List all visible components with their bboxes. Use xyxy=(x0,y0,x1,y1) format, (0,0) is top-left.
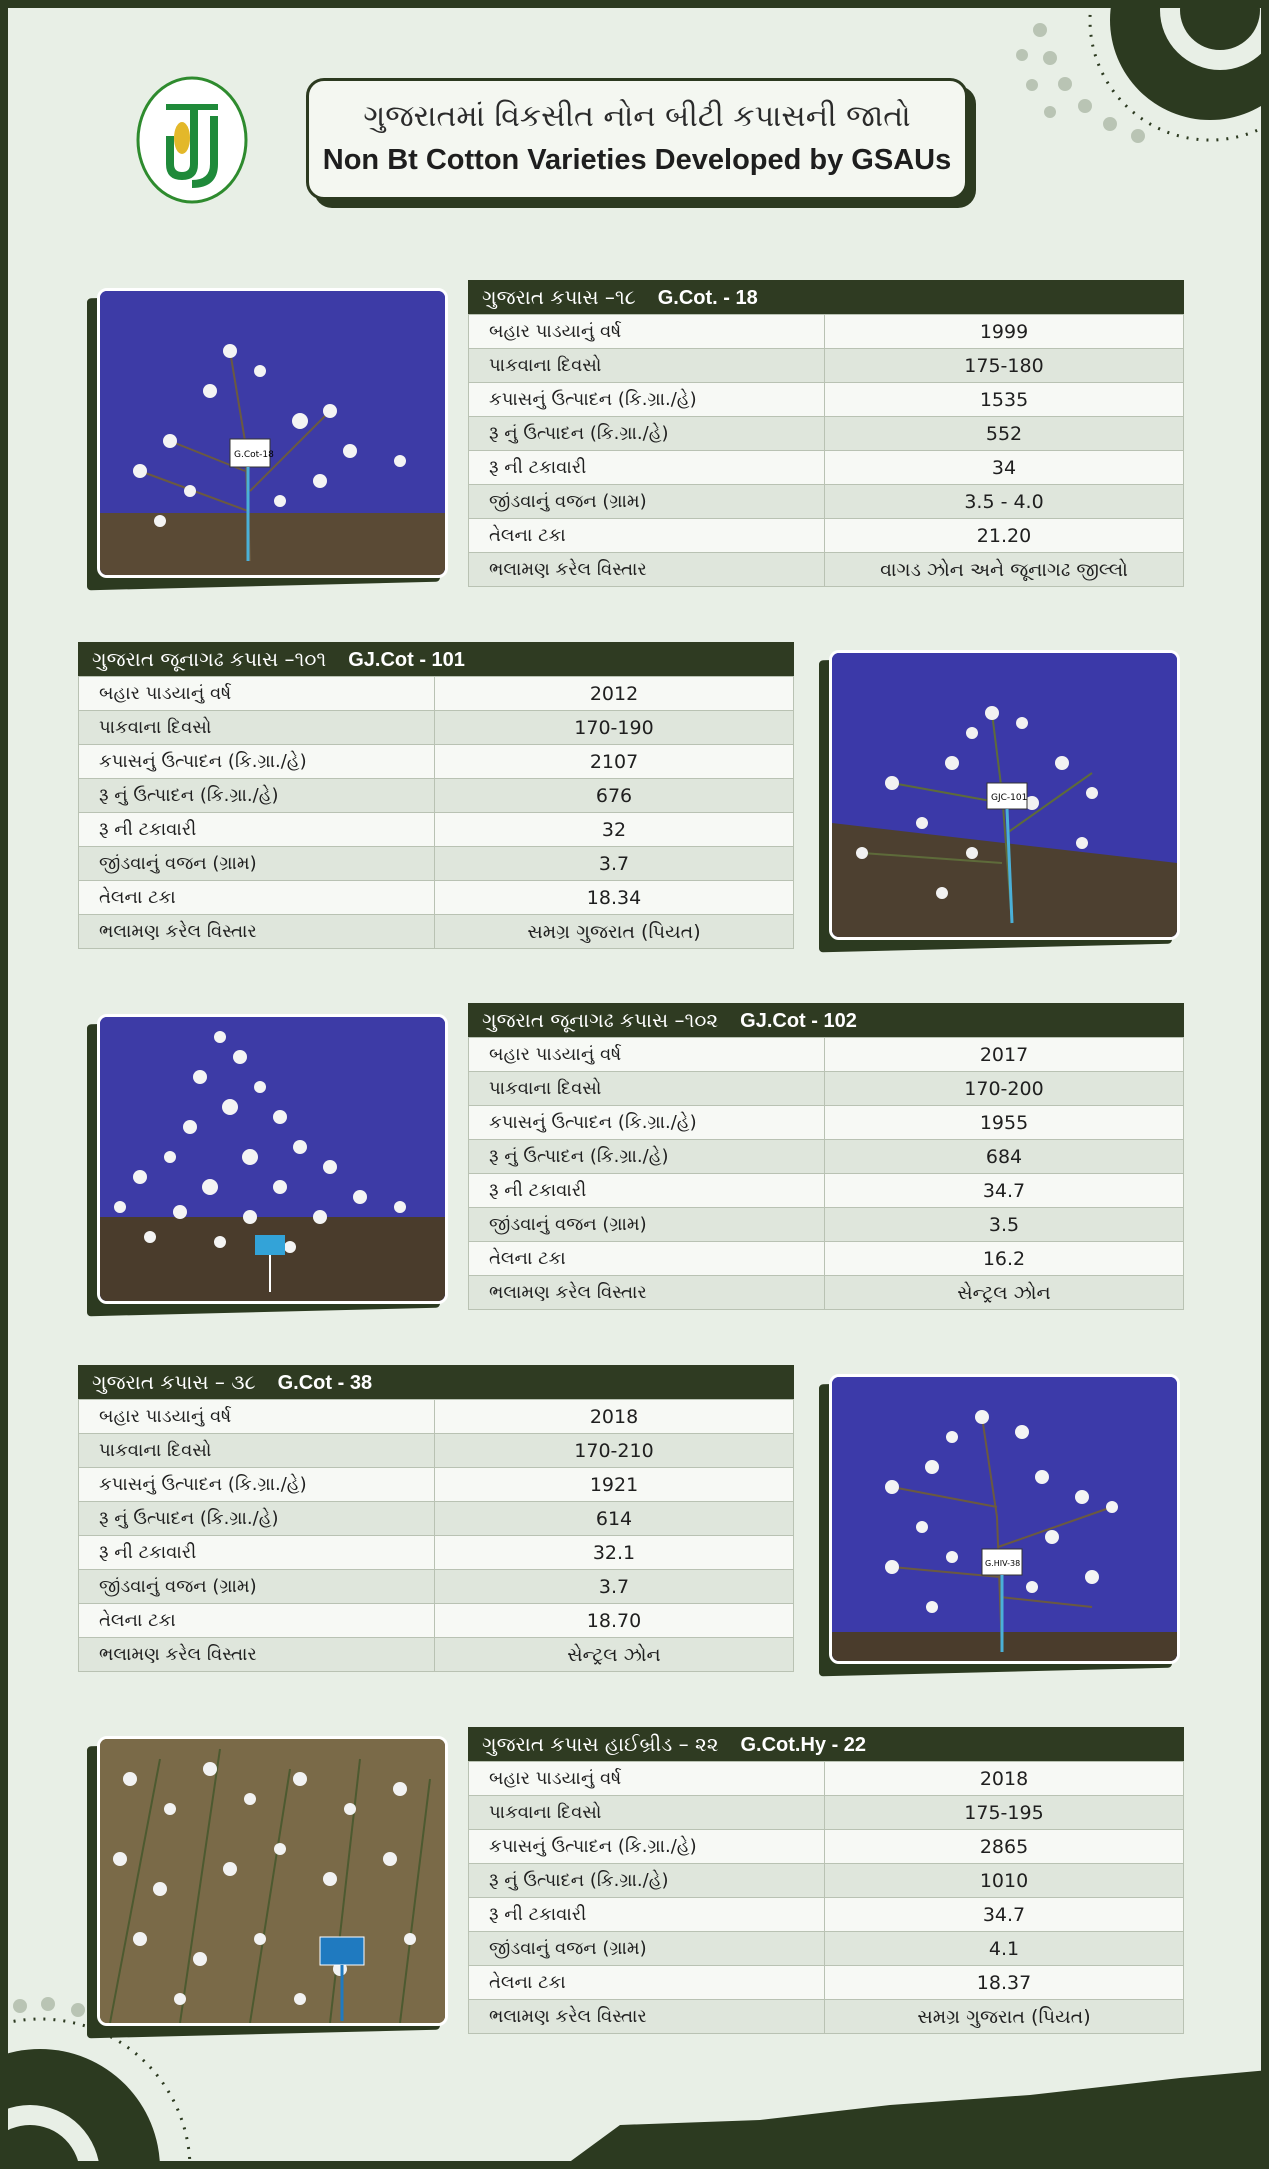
photo-card-gcot38 xyxy=(829,1374,1182,1666)
row-value: સેન્ટ્રલ ઝોન xyxy=(825,1276,1184,1310)
row-label: તેલના ટકા xyxy=(469,519,825,553)
cotton-plant-photo xyxy=(97,1014,448,1304)
row-label: પાકવાના દિવસો xyxy=(79,711,435,745)
photo-card-gjcot101 xyxy=(829,650,1182,942)
row-label: રૂ ની ટકાવારી xyxy=(469,1174,825,1208)
title-gujarati: ગુજરાતમાં વિકસીત નોન બીટી કપાસની જાતો xyxy=(363,99,911,134)
table-row xyxy=(469,2000,1184,2034)
table-row xyxy=(469,1830,1184,1864)
row-value: 18.70 xyxy=(435,1604,794,1638)
row-label: રૂ ની ટકાવારી xyxy=(79,1536,435,1570)
row-value: 16.2 xyxy=(825,1242,1184,1276)
row-label: બહાર પાડયાનું વર્ષ xyxy=(469,1038,825,1072)
table-row xyxy=(469,1932,1184,1966)
row-value: 170-200 xyxy=(825,1072,1184,1106)
table-row xyxy=(79,1604,794,1638)
variety-table-gjcot101 xyxy=(78,642,794,949)
table-row xyxy=(469,1242,1184,1276)
row-label: ભલામણ કરેલ વિસ્તાર xyxy=(79,915,435,949)
variety-table-gjcot102 xyxy=(468,1003,1184,1310)
row-label: કપાસનું ઉત્પાદન (કિ.ગ્રા./હે) xyxy=(79,1468,435,1502)
row-value: 2107 xyxy=(435,745,794,779)
row-value: વાગડ ઝોન અને જૂનાગઢ જીલ્લો xyxy=(825,553,1184,587)
table-row xyxy=(79,745,794,779)
row-label: પાકવાના દિવસો xyxy=(79,1434,435,1468)
title-english: Non Bt Cotton Varieties Developed by GSAUs xyxy=(322,144,952,176)
row-value: 2018 xyxy=(435,1400,794,1434)
table-row xyxy=(469,553,1184,587)
table-row xyxy=(469,1038,1184,1072)
variety-table-gcothy22 xyxy=(468,1727,1184,2034)
top-right-ornament xyxy=(1010,0,1269,160)
cotton-plant-photo xyxy=(97,1736,448,2026)
row-label: કપાસનું ઉત્પાદન (કિ.ગ્રા./હે) xyxy=(469,1106,825,1140)
row-value: 2865 xyxy=(825,1830,1184,1864)
table-row xyxy=(469,417,1184,451)
photo-card-gcot18 xyxy=(97,288,450,580)
table-row xyxy=(79,1502,794,1536)
university-logo xyxy=(136,76,248,204)
row-value: 34.7 xyxy=(825,1898,1184,1932)
variety-header: ગુજરાત જૂનાગઢ કપાસ –૧૦૨ GJ.Cot - 102 xyxy=(468,1003,1184,1037)
row-value: 1010 xyxy=(825,1864,1184,1898)
row-value: 2017 xyxy=(825,1038,1184,1072)
table-row xyxy=(469,1966,1184,2000)
variety-table-gcot38 xyxy=(78,1365,794,1672)
plant-tag: GJC-101 xyxy=(991,793,1028,803)
variety-header: ગુજરાત કપાસ –૧૮ G.Cot. - 18 xyxy=(468,280,1184,314)
row-value: 3.7 xyxy=(435,847,794,881)
row-value: 32 xyxy=(435,813,794,847)
row-value: 2018 xyxy=(825,1762,1184,1796)
row-value: 18.34 xyxy=(435,881,794,915)
table-row xyxy=(469,451,1184,485)
row-label: રૂ ની ટકાવારી xyxy=(469,451,825,485)
row-label: રૂ નું ઉત્પાદન (કિ.ગ્રા./હે) xyxy=(469,1140,825,1174)
table-row xyxy=(469,1174,1184,1208)
row-label: કપાસનું ઉત્પાદન (કિ.ગ્રા./હે) xyxy=(79,745,435,779)
table-row xyxy=(469,1762,1184,1796)
row-label: તેલના ટકા xyxy=(469,1242,825,1276)
photo-card-gcothy22 xyxy=(97,1736,450,2028)
table-row xyxy=(469,315,1184,349)
row-value: 3.5 xyxy=(825,1208,1184,1242)
table-row xyxy=(469,1276,1184,1310)
row-value: 170-210 xyxy=(435,1434,794,1468)
table-row xyxy=(79,1400,794,1434)
row-label: રૂ નું ઉત્પાદન (કિ.ગ્રા./હે) xyxy=(79,779,435,813)
table-row xyxy=(469,1208,1184,1242)
row-label: જીંડવાનું વજન (ગ્રામ) xyxy=(469,485,825,519)
variety-header: ગુજરાત કપાસ હાઈબ્રીડ – ૨૨ G.Cot.Hy - 22 xyxy=(468,1727,1184,1761)
table-row xyxy=(469,1796,1184,1830)
row-label: પાકવાના દિવસો xyxy=(469,1796,825,1830)
row-label: ભલામણ કરેલ વિસ્તાર xyxy=(469,1276,825,1310)
row-label: જીંડવાનું વજન (ગ્રામ) xyxy=(469,1932,825,1966)
table-row xyxy=(79,711,794,745)
row-label: તેલના ટકા xyxy=(469,1966,825,2000)
table-row xyxy=(79,915,794,949)
row-label: રૂ ની ટકાવારી xyxy=(79,813,435,847)
row-value: સેન્ટ્રલ ઝોન xyxy=(435,1638,794,1672)
row-value: 3.7 xyxy=(435,1570,794,1604)
table-row xyxy=(79,813,794,847)
row-label: જીંડવાનું વજન (ગ્રામ) xyxy=(79,847,435,881)
row-value: 175-195 xyxy=(825,1796,1184,1830)
cotton-plant-photo xyxy=(97,288,448,578)
row-value: 552 xyxy=(825,417,1184,451)
table-row xyxy=(469,1864,1184,1898)
table-row xyxy=(79,1638,794,1672)
row-label: રૂ નું ઉત્પાદન (કિ.ગ્રા./હે) xyxy=(469,1864,825,1898)
variety-table-gcot18 xyxy=(468,280,1184,587)
table-row xyxy=(79,1536,794,1570)
row-value: 1535 xyxy=(825,383,1184,417)
row-value: સમગ્ર ગુજરાત (પિયત) xyxy=(825,2000,1184,2034)
table-row xyxy=(469,349,1184,383)
row-value: સમગ્ર ગુજરાત (પિયત) xyxy=(435,915,794,949)
plant-tag: G.Cot-18 xyxy=(234,450,274,460)
row-value: 1955 xyxy=(825,1106,1184,1140)
row-label: તેલના ટકા xyxy=(79,881,435,915)
row-value: 34 xyxy=(825,451,1184,485)
row-label: જીંડવાનું વજન (ગ્રામ) xyxy=(79,1570,435,1604)
table-row xyxy=(469,1106,1184,1140)
table-row xyxy=(469,383,1184,417)
row-label: બહાર પાડયાનું વર્ષ xyxy=(469,1762,825,1796)
row-label: કપાસનું ઉત્પાદન (કિ.ગ્રા./હે) xyxy=(469,383,825,417)
row-value: 18.37 xyxy=(825,1966,1184,2000)
row-label: રૂ ની ટકાવારી xyxy=(469,1898,825,1932)
row-label: બહાર પાડયાનું વર્ષ xyxy=(469,315,825,349)
table-row xyxy=(79,1434,794,1468)
table-row xyxy=(79,881,794,915)
row-value: 4.1 xyxy=(825,1932,1184,1966)
row-label: પાકવાના દિવસો xyxy=(469,1072,825,1106)
row-value: 684 xyxy=(825,1140,1184,1174)
cotton-plant-photo xyxy=(829,650,1180,940)
table-row xyxy=(79,779,794,813)
row-value: 1999 xyxy=(825,315,1184,349)
table-row xyxy=(469,519,1184,553)
row-value: 3.5 - 4.0 xyxy=(825,485,1184,519)
table-row xyxy=(469,485,1184,519)
row-label: ભલામણ કરેલ વિસ્તાર xyxy=(469,553,825,587)
row-value: 2012 xyxy=(435,677,794,711)
photo-card-gjcot102 xyxy=(97,1014,450,1306)
title-banner xyxy=(306,78,968,200)
table-row xyxy=(79,1468,794,1502)
row-label: રૂ નું ઉત્પાદન (કિ.ગ્રા./હે) xyxy=(469,417,825,451)
table-row xyxy=(469,1140,1184,1174)
table-row xyxy=(79,1570,794,1604)
row-label: બહાર પાડયાનું વર્ષ xyxy=(79,677,435,711)
row-label: બહાર પાડયાનું વર્ષ xyxy=(79,1400,435,1434)
variety-header: ગુજરાત જૂનાગઢ કપાસ –૧૦૧ GJ.Cot - 101 xyxy=(78,642,794,676)
row-label: રૂ નું ઉત્પાદન (કિ.ગ્રા./હે) xyxy=(79,1502,435,1536)
row-value: 34.7 xyxy=(825,1174,1184,1208)
row-label: ભલામણ કરેલ વિસ્તાર xyxy=(469,2000,825,2034)
row-value: 676 xyxy=(435,779,794,813)
variety-header: ગુજરાત કપાસ – ૩૮ G.Cot - 38 xyxy=(78,1365,794,1399)
table-row xyxy=(469,1072,1184,1106)
row-value: 175-180 xyxy=(825,349,1184,383)
row-label: ભલામણ કરેલ વિસ્તાર xyxy=(79,1638,435,1672)
plant-tag: G.HIV-38 xyxy=(985,1559,1021,1568)
row-label: તેલના ટકા xyxy=(79,1604,435,1638)
cotton-plant-photo xyxy=(829,1374,1180,1664)
row-label: જીંડવાનું વજન (ગ્રામ) xyxy=(469,1208,825,1242)
row-value: 614 xyxy=(435,1502,794,1536)
row-label: પાકવાના દિવસો xyxy=(469,349,825,383)
table-row xyxy=(79,847,794,881)
bottom-right-wave xyxy=(560,2070,1269,2169)
row-value: 21.20 xyxy=(825,519,1184,553)
row-value: 170-190 xyxy=(435,711,794,745)
table-row xyxy=(79,677,794,711)
row-label: કપાસનું ઉત્પાદન (કિ.ગ્રા./હે) xyxy=(469,1830,825,1864)
table-row xyxy=(469,1898,1184,1932)
row-value: 1921 xyxy=(435,1468,794,1502)
row-value: 32.1 xyxy=(435,1536,794,1570)
